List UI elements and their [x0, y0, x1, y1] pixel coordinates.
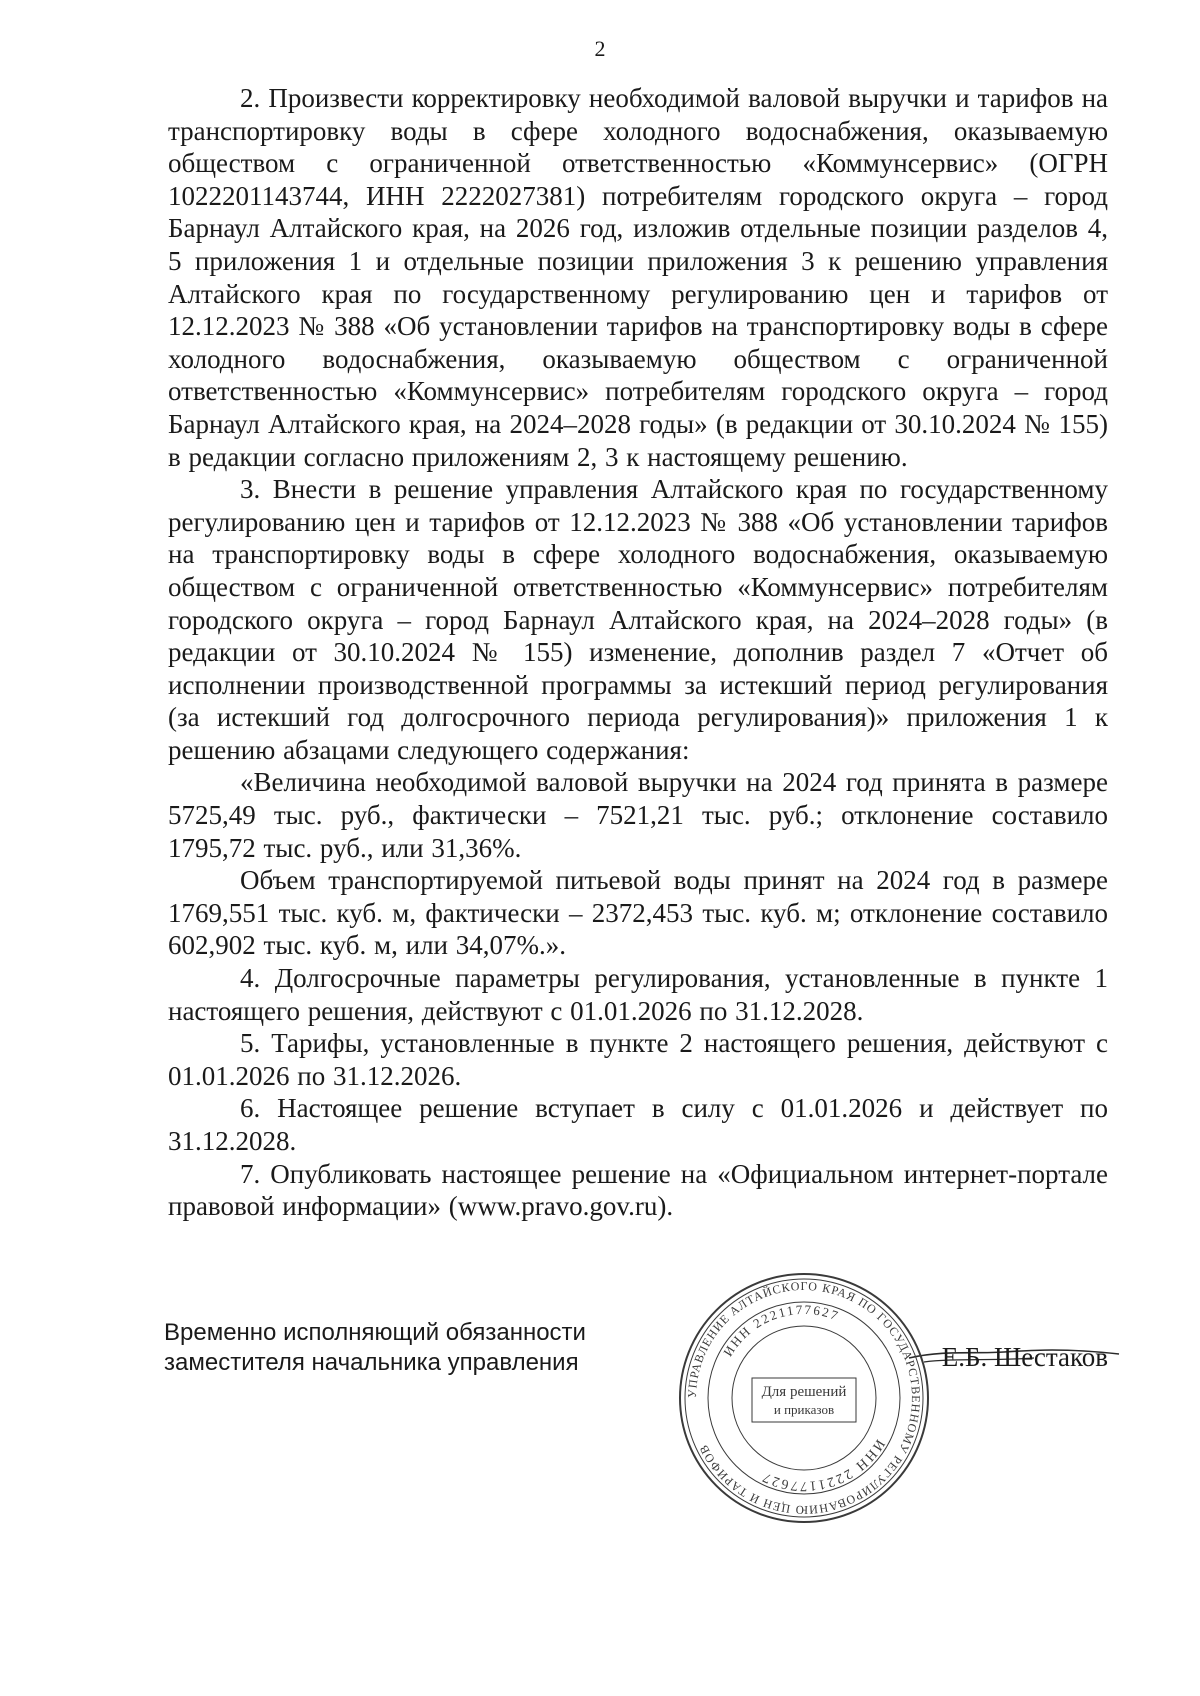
- signer-name: Е.Б. Шестаков: [941, 1342, 1108, 1372]
- signer-position-line-2: заместителя начальника управления: [164, 1349, 579, 1376]
- signature-block: [164, 1278, 1108, 1538]
- signer-position-line-1: Временно исполняющий обязанности: [164, 1319, 586, 1346]
- quoted-paragraph-revenue: «Величина необходимой валовой выручки на 2024 год принята в размере 5725,49 тыс. руб., фактически – 7521,21 тыс. руб.; отклонение составило 1795,72 тыс. руб., или 31,36%.: [168, 767, 1108, 863]
- stamp-center-line-2: и приказов: [773, 1402, 835, 1417]
- document-body: [168, 82, 1108, 1223]
- paragraph-7: 7. Опубликовать настоящее решение на «Официальном интернет-портале правовой информации» (www.pravo.gov.ru).: [168, 1158, 1108, 1222]
- signer-position: [164, 1318, 586, 1378]
- paragraph-4: 4. Долгосрочные параметры регулирования, установленные в пункте 1 настоящего решения, действуют с 01.01.2026 по 31.12.2028.: [168, 963, 1108, 1026]
- page-number: 2: [594, 36, 606, 61]
- paragraph-3: 3. Внести в решение управления Алтайского края по государственному регулированию цен и тарифов от 12.12.2023 № 388 «Об установлении тарифов на транспортировку воды в сфере холодного водоснабжения, оказываемую обществом с ограниченной ответственностью «Коммунсервис» потребителям городского округа – город Барнаул Алтайского края, на 2024–2028 годы» (в редакции от 30.10.2024 № 155) изменение, дополнив раздел 7 «Отчет об исполнении производственной программы за истекший период регулирования (за истекший год долгосрочного периода регулирования)» приложения 1 к решению абзацами следующего содержания:: [168, 474, 1108, 765]
- paragraph-5: 5. Тарифы, установленные в пункте 2 настоящего решения, действуют с 01.01.2026 по 31.12.2026.: [168, 1028, 1108, 1091]
- stamp-inn-text: ИНН 2221177627: [720, 1301, 842, 1360]
- stamp-outer-text: УПРАВЛЕНИЕ АЛТАЙСКОГО КРАЯ ПО ГОСУДАРСТВЕННОМУ РЕГУЛИРОВАНИЮ ЦЕН И ТАРИФОВ: [684, 1278, 924, 1518]
- stamp-center-line-1: Для решений: [761, 1384, 847, 1400]
- quoted-paragraph-volume: Объем транспортируемой питьевой воды принят на 2024 год в размере 1769,551 тыс. куб. м, фактически – 2372,453 тыс. куб. м; отклонение составило 602,902 тыс. куб. м, или 34,07%.».: [168, 865, 1108, 961]
- official-stamp: [674, 1268, 934, 1528]
- paragraph-6: 6. Настоящее решение вступает в силу с 01.01.2026 и действует по 31.12.2028.: [168, 1093, 1108, 1156]
- paragraph-2: 2. Произвести корректировку необходимой валовой выручки и тарифов на транспортировку воды в сфере холодного водоснабжения, оказываемую обществом с ограниченной ответственностью «Коммунсервис» (ОГРН 1022201143744, ИНН 2222027381) потребителям городского округа – город Барнаул Алтайского края, на 2026 год, изложив отдельные позиции разделов 4, 5 приложения 1 и отдельные позиции приложения 3 к решению управления Алтайского края по государственному регулированию цен и тарифов от 12.12.2023 № 388 «Об установлении тарифов на транспортировку воды в сфере холодного водоснабжения, оказываемую обществом с ограниченной ответственностью «Коммунсервис» потребителям городского округа – город Барнаул Алтайского края, на 2024–2028 годы» (в редакции от 30.10.2024 № 155) в редакции согласно приложениям 2, 3 к настоящему решению.: [168, 83, 1108, 472]
- stamp-inn-text-lower: ИНН 2221177627: [759, 1436, 888, 1494]
